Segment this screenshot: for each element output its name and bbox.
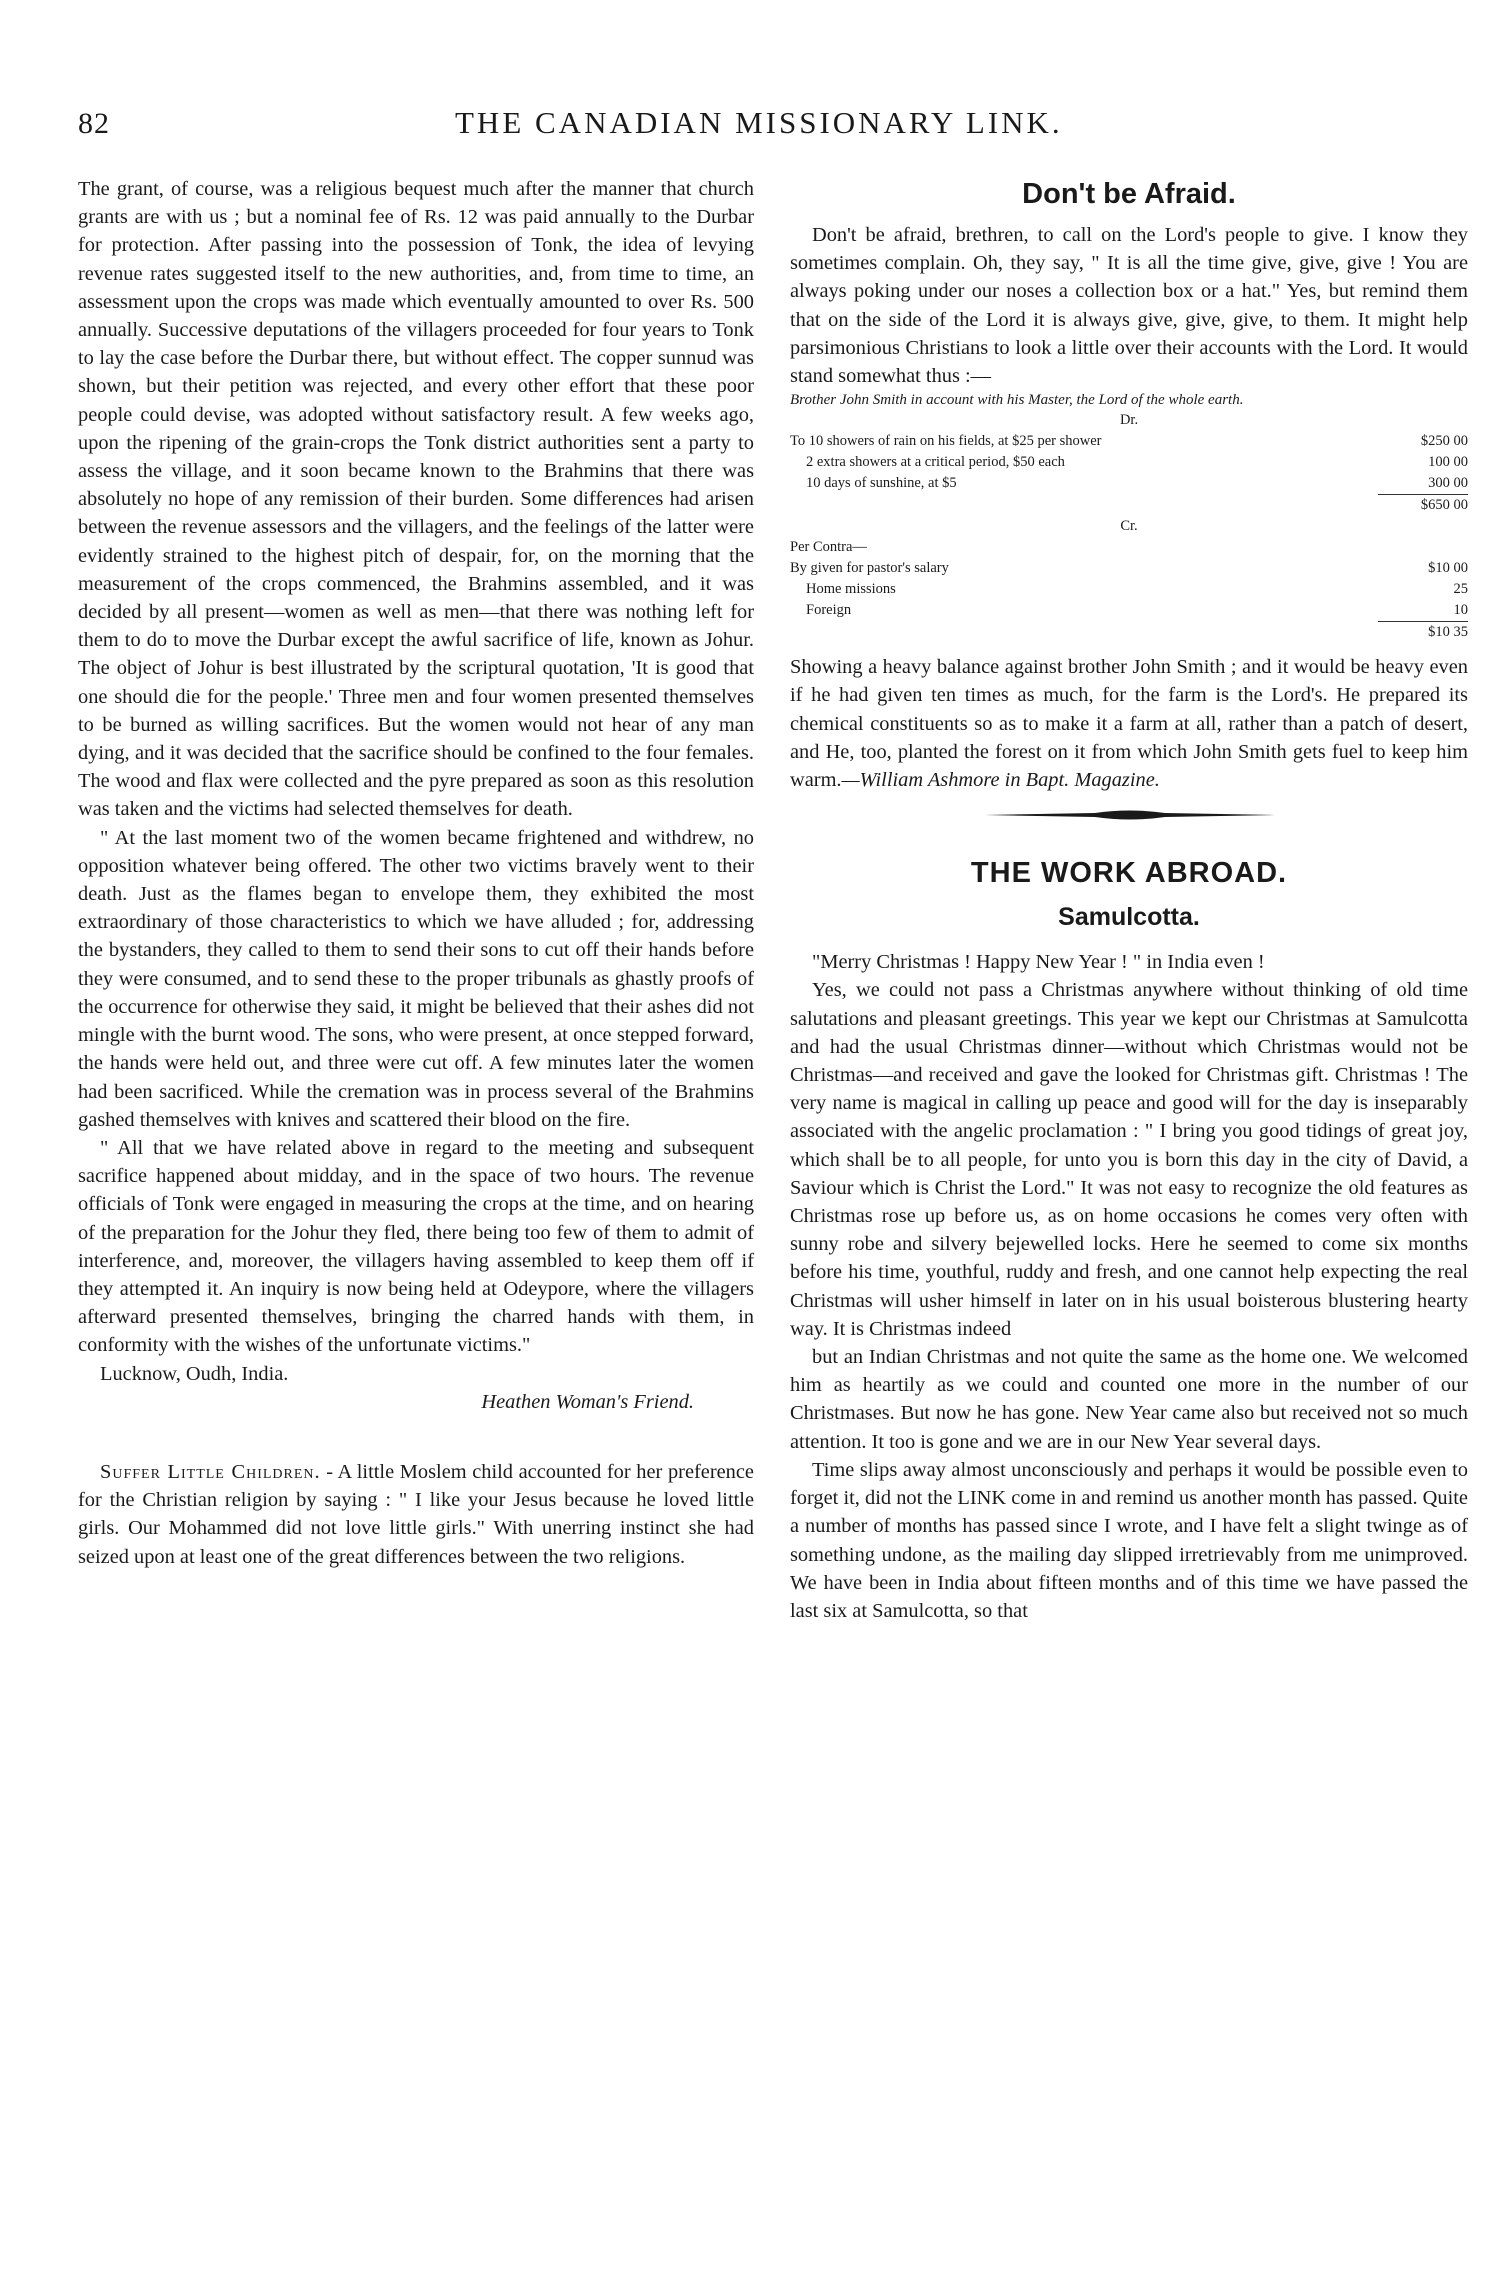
samulcotta-heading: Samulcotta. — [1058, 903, 1200, 932]
afraid-closing-paragraph: Showing a heavy balance against brother John Smith ; and it would be heavy even if he had given ten times as much, for the farm is the Lord's. He prepared its chemical constituents so as to make it a farm at all, rather than a patch of desert, and He, too, planted the forest on it from which John Smith gets fuel to keep him warm.—William Ashmore in Bapt. Magazine. — [790, 656, 1468, 792]
ledger-row: Foreign 10 — [806, 602, 1468, 619]
ledger-row: 10 days of sunshine, at $5 300 00 — [806, 475, 1468, 492]
divider-ornament-icon — [985, 808, 1275, 822]
ledger-debit-total: $650 00 — [1378, 495, 1468, 517]
afraid-heading: Don't be Afraid. — [1022, 178, 1236, 210]
ledger-credit-label: Cr. — [1120, 518, 1138, 535]
johur-paragraph-1: The grant, of course, was a religious bequest much after the manner that church grants are with us ; but a nominal fee of Rs. 12 was paid annually to the Durbar for protection. After passing into the possession of Tonk, the idea of levying revenue rates suggested itself to the new authorities, and, from time to time, an assessment upon the crops was made which eventually amounted to over Rs. 500 annually. Successive deputations of the villagers proceeded for four years to Tonk to lay the case before the Durbar there, but without effect. The copper sunnud was shown, but their petition was rejected, and every other effort that these poor people could devise, was adopted without satisfactory result. A few weeks ago, upon the ripening of the grain-crops the Tonk district authorities sent a party to assess the village, and it soon became known to the Brahmins that there was absolutely no hope of any remission of their burden. Some differences had arisen between the revenue assessors and the villagers, and the feelings of the latter were evidently strained to the highest pitch of despair, for, on the morning that the measurement of the crops commenced, the Brahmins assembled, and it was decided by all present—women as well as men—that there was nothing left for them to do to move the Durbar except the awful sacrifice of life, known as Johur. The object of Johur is best illustrated by the scriptural quotation, 'It is good that one should die for the people.' Three men and four women presented themselves to be burned as willing sacrifices. But the women would not hear of any man dying, and it was decided that the sacrifice should be confined to the four females. The wood and flax were collected and the pyre prepared as soon as this resolution was taken and the victims had selected themselves for death. — [78, 178, 754, 821]
page-header — [0, 95, 1505, 155]
johur-paragraph-3: " All that we have related above in regard to the meeting and subsequent sacrifice happened about midday, and in the space of two hours. The revenue officials of Tonk were engaged in measuring the crops at the time, and on hearing of the preparation for the Johur they fled, there being too few of them to admit of interference, and, moreover, the villagers having assembled to keep them off if they attempted it. An inquiry is now being held at Odeypore, where the villagers afterward presented themselves, bringing the charred hands with them, in conformity with the wishes of the unfortunate victims." — [78, 1136, 754, 1357]
dateline: Lucknow, Oudh, India. — [100, 1362, 289, 1385]
samulcotta-paragraph-2: Yes, we could not pass a Christmas anywhere without thinking of old time salutations and pleasant greetings. This year we kept our Christmas at Samulcotta and had the usual Christmas dinner—without which Christmas would not be Christmas—and received and gave the looked for Christmas gift. Christmas ! The very name is magical in calling up peace and good will for the day is inseparably associated with the angelic proclamation : " I bring you good tidings of great joy, which shall be to all people, for unto you is born this day in the city of David, a Saviour which is Christ the Lord." It was not easy to recognize the old features as Christmas rose up before us, as on home occasions he comes very often with sunny robe and silvery bejewelled locks. Here he seemed to come six months before his time, youthful, ruddy and fresh, and one cannot help expecting the real Christmas will usher himself in later on in his usual boisterous blustering hearty way. It is Christmas indeed — [790, 979, 1468, 1340]
suffer-heading: Suffer Little Children. — [100, 1460, 321, 1483]
ledger-row: By given for pastor's salary $10 00 — [790, 560, 1468, 577]
suffer-body: - A little Moslem child accounted for her preference for the Christian religion by saying : " I like your Jesus because he loved little girls. Our Mohammed did not love little girls." With unerring instinct she had seized upon at least one of the great differences between the two religions. — [78, 1460, 754, 1568]
work-abroad-heading: THE WORK ABROAD. — [970, 857, 1288, 890]
ledger-total-row — [790, 622, 1468, 644]
page-number: 82 — [78, 107, 110, 140]
running-title: THE CANADIAN MISSIONARY LINK. — [455, 105, 1063, 140]
ledger-row: Home missions 25 — [806, 581, 1468, 598]
section-divider-ornament — [790, 802, 1468, 832]
suffer-little-children-paragraph — [78, 1458, 754, 1571]
johur-paragraph-2: " At the last moment two of the women became frightened and withdrew, no opposition whatever being offered. The other two victims bravely went to their death. Just as the flames began to envelope them, they exhibited the most extraordinary of those characteristics to which we have alluded ; for, addressing the bystanders, they called to them to send their sons to cut off their hands before they were consumed, and to send these to the proper tribunals as ghastly proofs of the occurrence for otherwise they said, it might be believed that their ashes did not mingle with the burnt wood. The sons, who were present, at once stepped forward, the hands were held out, and three were cut off. A few minutes later the women had been sacrificed. While the cremation was in process several of the Brahmins gashed themselves with knives and scattered their blood on the fire. — [78, 826, 754, 1131]
afraid-source: —William Ashmore in Bapt. Magazine. — [841, 769, 1160, 792]
article-source: Heathen Woman's Friend. — [481, 1390, 694, 1413]
spacer — [78, 1416, 754, 1458]
left-column — [78, 175, 754, 1571]
ledger-row: 2 extra showers at a critical period, $50 each 100 00 — [806, 454, 1468, 471]
ledger-credit-total: $10 35 — [1378, 622, 1468, 644]
ledger-debit-label: Dr. — [1119, 412, 1139, 429]
ledger-total-row — [790, 495, 1468, 517]
afraid-paragraph: Don't be afraid, brethren, to call on the Lord's people to give. I know they sometimes complain. Oh, they say, " It is all the time give, give, give ! You are always poking under our noses a collection box or a hat." Yes, but remind them that on the side of the Lord it is always give, give, give, to them. It might help parsimonious Christians to look a little over their accounts with the Lord. It would stand somewhat thus :— — [790, 224, 1468, 388]
ledger-heading: Brother John Smith in account with his Master, the Lord of the whole earth. — [790, 392, 1244, 409]
ledger-row: To 10 showers of rain on his fields, at $25 per shower $250 00 — [790, 433, 1468, 450]
samulcotta-paragraph-1: "Merry Christmas ! Happy New Year ! " in India even ! — [812, 951, 1265, 974]
right-column — [790, 175, 1468, 1625]
samulcotta-paragraph-4: Time slips away almost unconsciously and perhaps it would be possible even to forget it, did not the LINK come in and remind us another month has passed. Quite a number of months has passed since I wrote, and I have felt a slight twinge as of something undone, as the mailing day slipped irretrievably from me unimproved. We have been in India about fifteen months and of this time we have passed the last six at Samulcotta, so that — [790, 1458, 1468, 1622]
account-ledger — [790, 410, 1468, 643]
samulcotta-paragraph-3: but an Indian Christmas and not quite the same as the home one. We welcomed him as heartily as we could and counted one more in the number of our Christmases. But now he has gone. New Year came also but received not so much attention. It too is gone and we are in our New Year several days. — [790, 1346, 1468, 1453]
ledger-per-contra: Per Contra— — [790, 539, 867, 556]
